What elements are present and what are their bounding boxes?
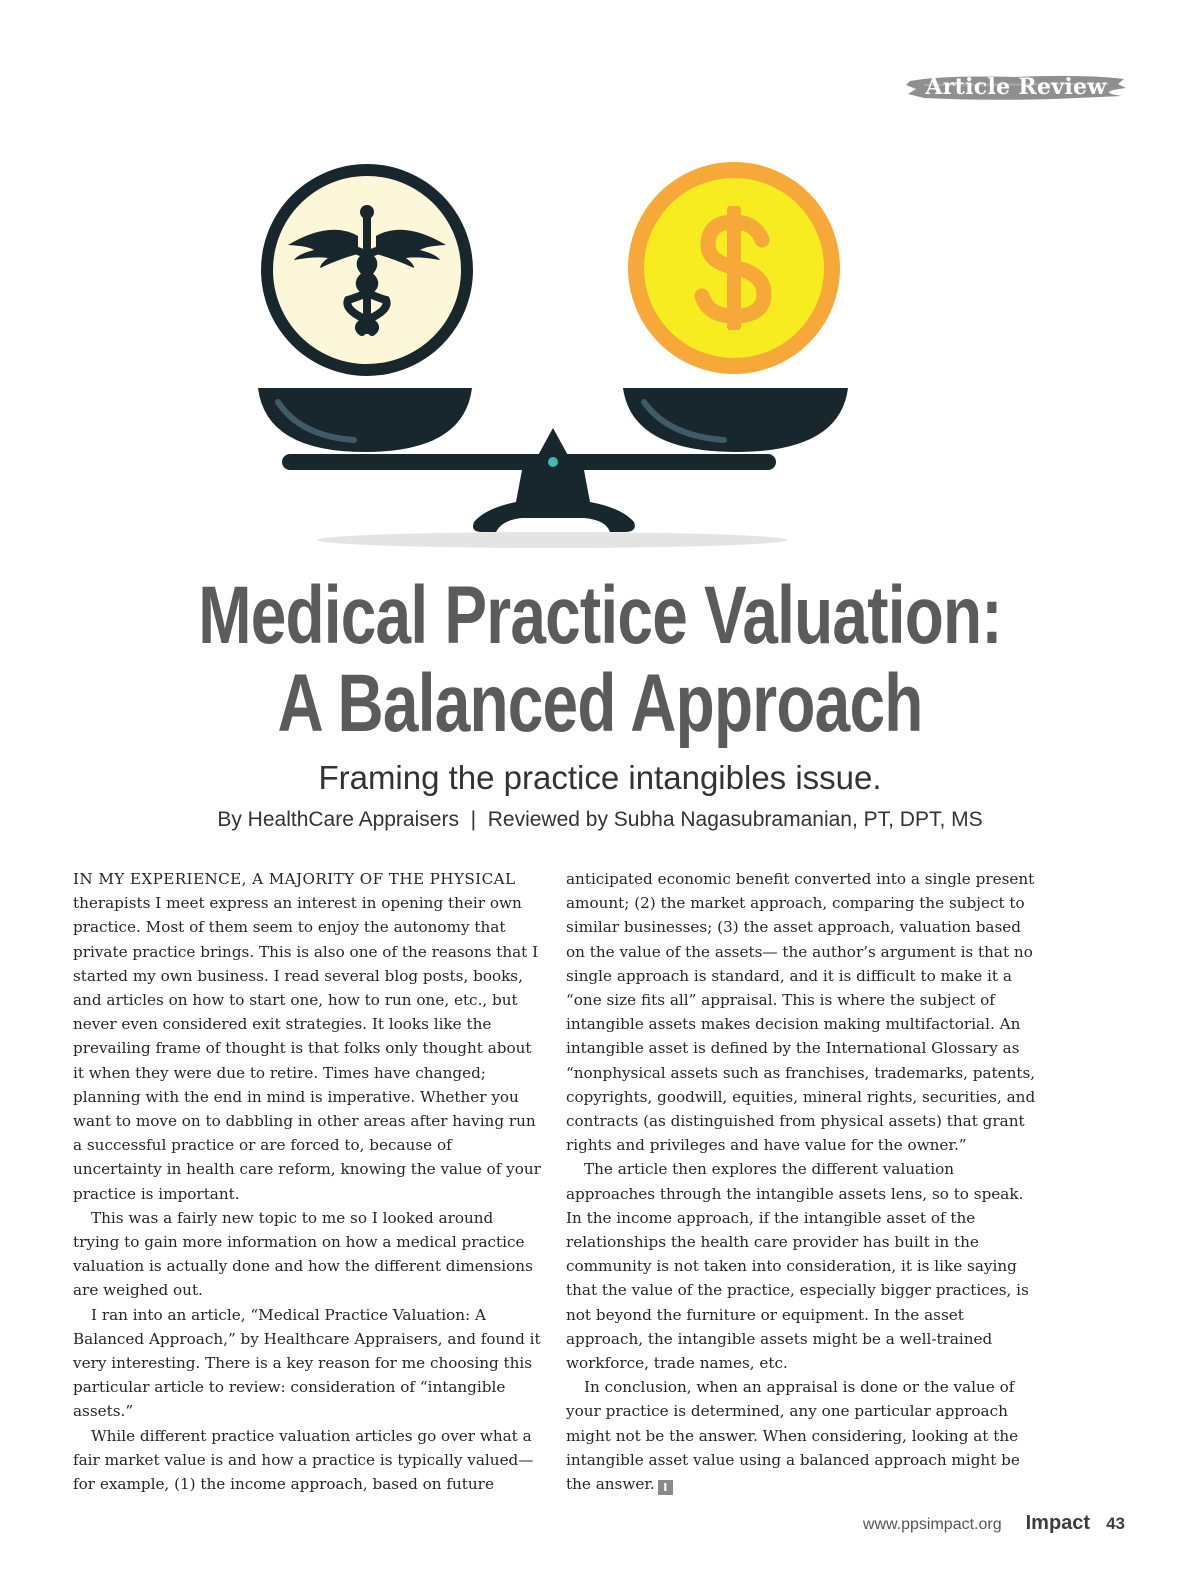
balance-scale-illustration bbox=[250, 150, 860, 565]
scale-beam bbox=[282, 454, 776, 470]
body-paragraph: anticipated economic benefit converted into a single present amount; (2) the market approach, comparing the subject to similar businesses; (3) the asset approach, valuation based on the value of the assets— the author’s argument is that no single approach is standard, and it is difficult to make it a “one size fits all” appraisal. This is where the subject of intangible assets makes decision making multifactorial. An intangible asset is defined by the International Glossary as “nonphysical assets such as franchises, trademarks, patents, copyrights, goodwill, equities, mineral rights, securities, and contracts (as distinguished from physical assets) that grant rights and privileges and have value for the owner.” bbox=[566, 870, 1036, 1155]
right-scale-pan bbox=[623, 388, 848, 452]
caduceus-icon bbox=[261, 164, 473, 376]
section-tag-label: Article Review bbox=[925, 74, 1107, 100]
body-column-right bbox=[566, 867, 1036, 1496]
article-title-line-2: A Balanced Approach bbox=[277, 658, 923, 749]
paragraph-text: therapists I meet express an interest in opening their own practice. Most of them seem to enjoy the autonomy that private practice brings. This is also one of the reasons that I started my own business. I read several blog posts, books, and articles on how to start one, how to run one, etc., but never even considered exit strategies. It looks like the prevailing frame of thought is that folks only thought about it when they were due to retire. Times have changed; planning with the end in mind is imperative. Whether you want to move on to dabbling in other areas after having run a successful practice or are forced to, because of uncertainty in health care reform, knowing the value of your practice is important. bbox=[73, 894, 541, 1203]
lead-in-caps: IN MY EXPERIENCE, A MAJORITY OF THE PHYSICAL bbox=[73, 870, 516, 888]
left-scale-pan bbox=[258, 388, 472, 452]
article-subtitle: Framing the practice intangibles issue. bbox=[318, 759, 882, 796]
footer-url[interactable]: www.ppsimpact.org bbox=[862, 1516, 1002, 1533]
body-paragraph: I ran into an article, “Medical Practice Valuation: A Balanced Approach,” by Healthcare Appraisers, and found it very interesting. There is a key reason for me choosing this particular article to review: consideration of “intangible assets.” bbox=[73, 1305, 541, 1421]
page-number: 43 bbox=[1106, 1514, 1125, 1533]
body-paragraph: While different practice valuation articles go over what a fair market value is and how a practice is typically valued—for example, (1) the income approach, based on future bbox=[73, 1426, 534, 1494]
paragraph-text: In conclusion, when an appraisal is done or the value of your practice is determined, any one particular approach might not be the answer. When considering, looking at the intangible asset value using a balanced approach might be the answer. bbox=[566, 1378, 1020, 1494]
scale-stand bbox=[473, 428, 635, 532]
article-byline: By HealthCare Appraisers | Reviewed by Subha Nagasubramanian, PT, DPT, MS bbox=[217, 808, 983, 831]
dollar-coin-icon bbox=[628, 162, 840, 374]
body-paragraph bbox=[566, 1375, 1036, 1496]
body-paragraph bbox=[73, 867, 543, 1206]
end-mark-icon: I bbox=[658, 1480, 673, 1495]
body-column-left bbox=[73, 867, 543, 1496]
page-footer bbox=[863, 1512, 1125, 1540]
article-title bbox=[132, 572, 1068, 748]
scale-shadow bbox=[317, 532, 787, 548]
body-paragraph: This was a fairly new topic to me so I looked around trying to gain more information on how a medical practice valuation is actually done and how the different dimensions are weighed out. bbox=[73, 1208, 533, 1300]
body-paragraph: The article then explores the different valuation approaches through the intangible assets lens, so to speak. In the income approach, if the intangible asset of the relationships the health care provider has built in the community is not taken into consideration, it is like saying that the value of the practice, especially bigger practices, is not beyond the furniture or equipment. In the asset approach, the intangible assets might be a well-trained workforce, trade names, etc. bbox=[566, 1160, 1029, 1373]
magazine-name: Impact bbox=[1025, 1512, 1091, 1534]
section-tag bbox=[904, 72, 1128, 102]
article-title-line-1: Medical Practice Valuation: bbox=[198, 570, 1002, 661]
